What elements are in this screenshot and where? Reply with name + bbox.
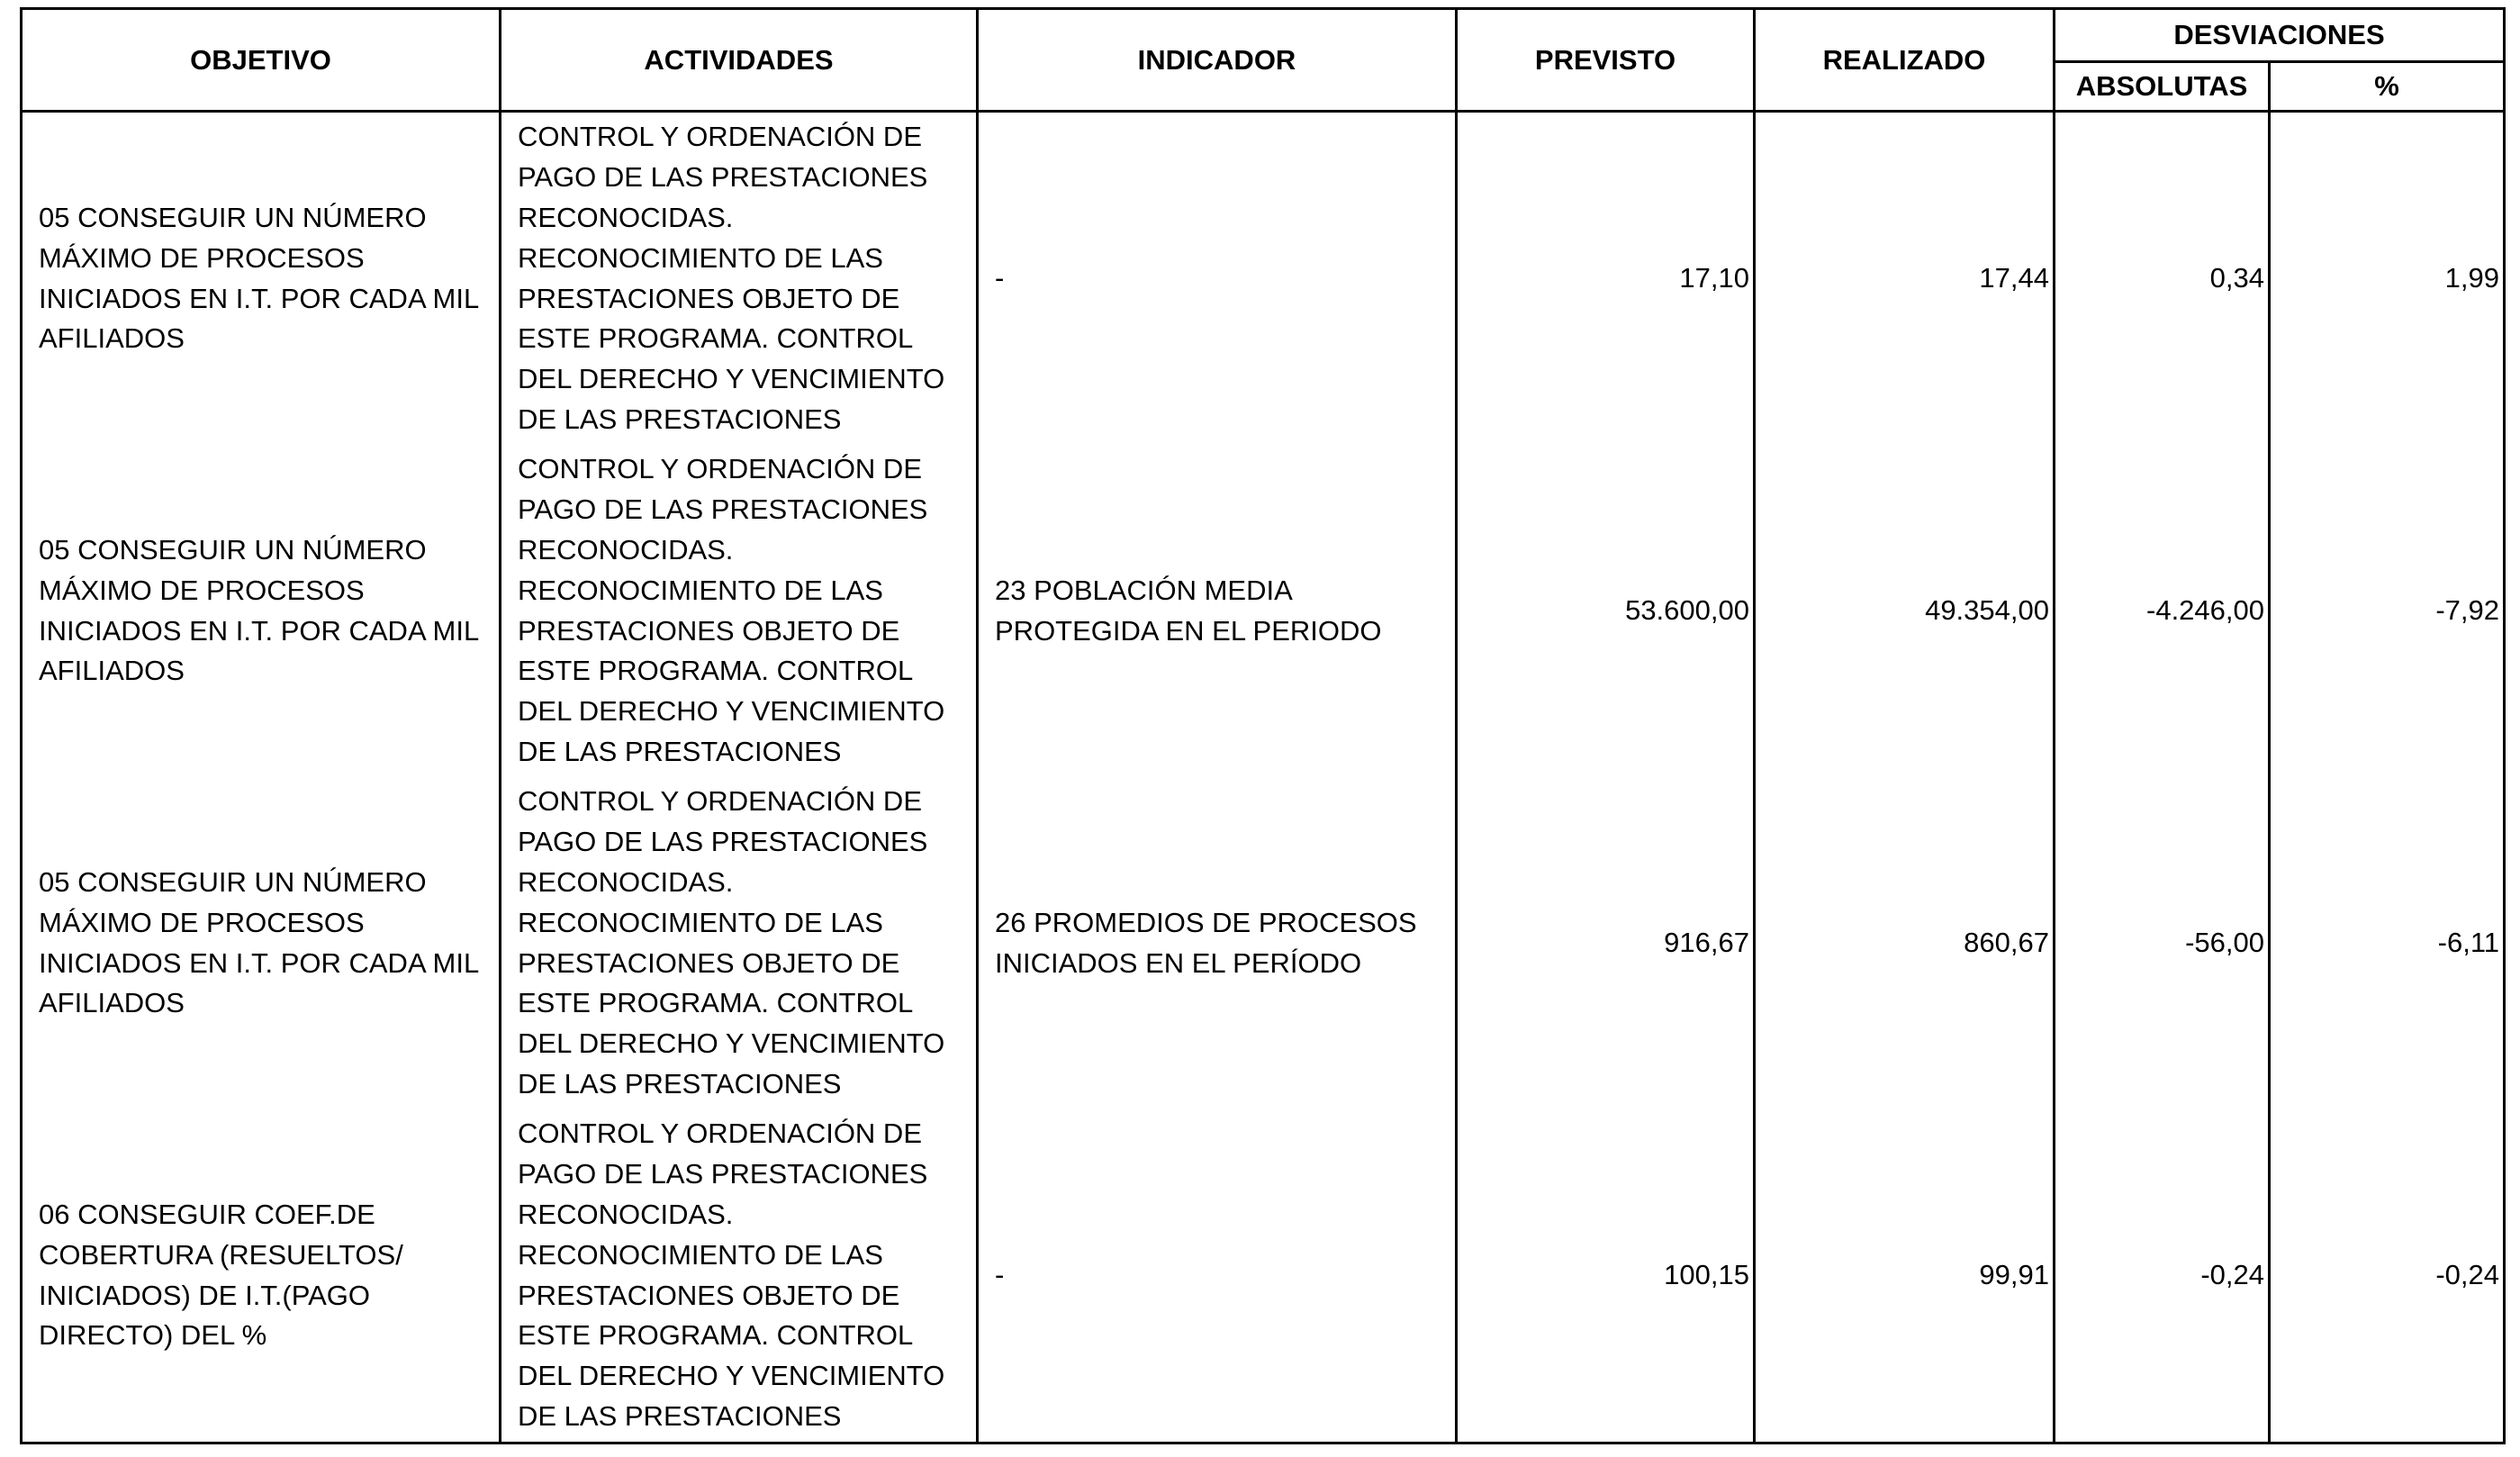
cell-realizado: 49.354,00 [1755, 445, 2055, 777]
cell-actividades: CONTROL Y ORDENACIÓN DE PAGO DE LAS PRESTACIONES RECONOCIDAS. RECONOCIMIENTO DE LAS PRESTACIONES OBJETO DE ESTE PROGRAMA. CONTROL DEL DERECHO Y VENCIMIENTO DE LAS PRESTACIONES [501, 1109, 978, 1443]
indicadores-table [20, 7, 2506, 1444]
header-porcentaje: % [2270, 62, 2505, 112]
header-actividades: ACTIVIDADES [501, 9, 978, 112]
cell-absolutas: -0,24 [2055, 1109, 2270, 1443]
cell-objetivo: 05 CONSEGUIR UN NÚMERO MÁXIMO DE PROCESOS INICIADOS EN I.T. POR CADA MIL AFILIADOS [22, 777, 501, 1109]
cell-porcentaje: -7,92 [2270, 445, 2505, 777]
cell-objetivo: 05 CONSEGUIR UN NÚMERO MÁXIMO DE PROCESOS INICIADOS EN I.T. POR CADA MIL AFILIADOS [22, 445, 501, 777]
cell-realizado: 99,91 [1755, 1109, 2055, 1443]
header-absolutas: ABSOLUTAS [2055, 62, 2270, 112]
cell-indicador: 26 PROMEDIOS DE PROCESOS INICIADOS EN EL PERÍODO [978, 777, 1457, 1109]
header-indicador: INDICADOR [978, 9, 1457, 112]
header-realizado: REALIZADO [1755, 9, 2055, 112]
header-row [22, 9, 2505, 62]
cell-previsto: 17,10 [1457, 112, 1755, 446]
table-row [22, 112, 2505, 446]
cell-absolutas: -4.246,00 [2055, 445, 2270, 777]
cell-actividades: CONTROL Y ORDENACIÓN DE PAGO DE LAS PRESTACIONES RECONOCIDAS. RECONOCIMIENTO DE LAS PRESTACIONES OBJETO DE ESTE PROGRAMA. CONTROL DEL DERECHO Y VENCIMIENTO DE LAS PRESTACIONES [501, 112, 978, 446]
table-row [22, 1109, 2505, 1443]
header-objetivo: OBJETIVO [22, 9, 501, 112]
cell-absolutas: -56,00 [2055, 777, 2270, 1109]
cell-previsto: 100,15 [1457, 1109, 1755, 1443]
cell-absolutas: 0,34 [2055, 112, 2270, 446]
cell-objetivo: 06 CONSEGUIR COEF.DE COBERTURA (RESUELTOS/ INICIADOS) DE I.T.(PAGO DIRECTO) DEL % [22, 1109, 501, 1443]
cell-indicador: - [978, 1109, 1457, 1443]
header-previsto: PREVISTO [1457, 9, 1755, 112]
cell-previsto: 916,67 [1457, 777, 1755, 1109]
cell-porcentaje: 1,99 [2270, 112, 2505, 446]
cell-realizado: 17,44 [1755, 112, 2055, 446]
cell-actividades: CONTROL Y ORDENACIÓN DE PAGO DE LAS PRESTACIONES RECONOCIDAS. RECONOCIMIENTO DE LAS PRESTACIONES OBJETO DE ESTE PROGRAMA. CONTROL DEL DERECHO Y VENCIMIENTO DE LAS PRESTACIONES [501, 445, 978, 777]
cell-porcentaje: -0,24 [2270, 1109, 2505, 1443]
cell-actividades: CONTROL Y ORDENACIÓN DE PAGO DE LAS PRESTACIONES RECONOCIDAS. RECONOCIMIENTO DE LAS PRESTACIONES OBJETO DE ESTE PROGRAMA. CONTROL DEL DERECHO Y VENCIMIENTO DE LAS PRESTACIONES [501, 777, 978, 1109]
table-row [22, 777, 2505, 1109]
cell-objetivo: 05 CONSEGUIR UN NÚMERO MÁXIMO DE PROCESOS INICIADOS EN I.T. POR CADA MIL AFILIADOS [22, 112, 501, 446]
cell-previsto: 53.600,00 [1457, 445, 1755, 777]
table-row [22, 445, 2505, 777]
cell-porcentaje: -6,11 [2270, 777, 2505, 1109]
cell-indicador: 23 POBLACIÓN MEDIA PROTEGIDA EN EL PERIODO [978, 445, 1457, 777]
cell-indicador: - [978, 112, 1457, 446]
header-desviaciones: DESVIACIONES [2055, 9, 2505, 62]
cell-realizado: 860,67 [1755, 777, 2055, 1109]
